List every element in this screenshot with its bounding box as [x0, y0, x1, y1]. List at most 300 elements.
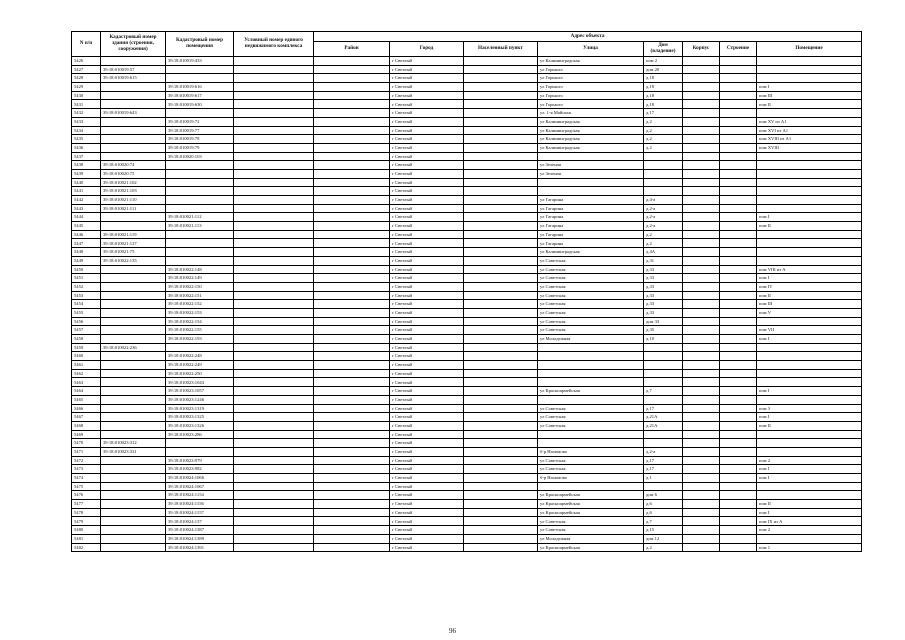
cell-district: [314, 395, 390, 404]
cell-cond-complex: [234, 369, 314, 378]
cell-house: д.2: [644, 230, 683, 239]
cell-korpus: [683, 500, 720, 509]
cell-cond-complex: [234, 308, 314, 317]
cell-room: пом III: [757, 91, 862, 100]
cell-cad-building: 39:18:010021:119: [101, 230, 166, 239]
cell-cad-building: [101, 282, 166, 291]
cell-building: [720, 317, 757, 326]
cell-room: пом XV из А1: [757, 117, 862, 126]
table-row: [72, 196, 862, 205]
cell-building: [720, 387, 757, 396]
cell-korpus: [683, 491, 720, 500]
cell-room: пом II: [757, 222, 862, 231]
cell-city: г Светлый: [390, 135, 464, 144]
cell-cond-complex: [234, 135, 314, 144]
cell-building: [720, 465, 757, 474]
table-row: [72, 439, 862, 448]
cell-cad-building: [101, 126, 166, 135]
cell-street: ул Калининградская: [538, 248, 644, 257]
cell-building: [720, 126, 757, 135]
cell-building: [720, 335, 757, 344]
cell-house: [644, 482, 683, 491]
cell-settlement: [464, 352, 538, 361]
cell-room: [757, 109, 862, 118]
cell-korpus: [683, 161, 720, 170]
cell-room: [757, 352, 862, 361]
cell-room: [757, 378, 862, 387]
cell-cad-room: 39:18:010024:1156: [166, 500, 234, 509]
cell-num: 5456: [72, 317, 101, 326]
cell-korpus: [683, 526, 720, 535]
cell-settlement: [464, 178, 538, 187]
cell-room: пом II: [757, 421, 862, 430]
cell-city: г Светлый: [390, 161, 464, 170]
cell-num: 5450: [72, 265, 101, 274]
cell-city: г Светлый: [390, 57, 464, 66]
table-row: [72, 65, 862, 74]
cell-settlement: [464, 335, 538, 344]
table-row: [72, 456, 862, 465]
cell-korpus: [683, 465, 720, 474]
cell-settlement: [464, 117, 538, 126]
cell-cond-complex: [234, 65, 314, 74]
header-cad-room: Кадастровый номер помещения: [166, 32, 234, 57]
cell-room: пом I: [757, 213, 862, 222]
cell-room: [757, 534, 862, 543]
cell-city: г Светлый: [390, 456, 464, 465]
cell-settlement: [464, 491, 538, 500]
cell-street: ул Калининградская: [538, 135, 644, 144]
cell-korpus: [683, 326, 720, 335]
cell-cond-complex: [234, 274, 314, 283]
cell-street: ул Горького: [538, 100, 644, 109]
header-room: Помещение: [757, 42, 862, 57]
cell-city: г Светлый: [390, 239, 464, 248]
cell-cad-building: [101, 222, 166, 231]
cell-cad-building: [101, 361, 166, 370]
cell-cad-building: 39:18:010021:103: [101, 187, 166, 196]
cell-korpus: [683, 308, 720, 317]
cell-city: г Светлый: [390, 117, 464, 126]
cell-city: г Светлый: [390, 508, 464, 517]
cell-settlement: [464, 378, 538, 387]
table-row: [72, 282, 862, 291]
cell-settlement: [464, 439, 538, 448]
cell-cad-building: 39:18:010021:75: [101, 248, 166, 257]
cell-house: пом 2: [644, 57, 683, 66]
cell-cad-building: 39:18:010022:236: [101, 343, 166, 352]
table-row: [72, 230, 862, 239]
cell-district: [314, 204, 390, 213]
cell-cond-complex: [234, 204, 314, 213]
cell-cond-complex: [234, 152, 314, 161]
cell-city: г Светлый: [390, 326, 464, 335]
cell-cond-complex: [234, 474, 314, 483]
cell-settlement: [464, 500, 538, 509]
cell-settlement: [464, 361, 538, 370]
cell-building: [720, 308, 757, 317]
cell-room: пом IV: [757, 282, 862, 291]
cell-num: 5441: [72, 187, 101, 196]
cell-room: пом 2: [757, 526, 862, 535]
cell-room: пом I: [757, 274, 862, 283]
cell-city: г Светлый: [390, 178, 464, 187]
cell-street: ул Советская: [538, 526, 644, 535]
cell-house: д.31: [644, 256, 683, 265]
cell-cad-building: [101, 378, 166, 387]
cell-korpus: [683, 543, 720, 552]
cell-cad-room: 39:18:010022:150: [166, 282, 234, 291]
cell-house: д.2-а: [644, 447, 683, 456]
cell-building: [720, 230, 757, 239]
cell-cad-room: 39:18:010019:77: [166, 126, 234, 135]
cell-room: пом I: [757, 413, 862, 422]
cell-room: пом II: [757, 500, 862, 509]
cell-num: 5428: [72, 74, 101, 83]
cell-korpus: [683, 395, 720, 404]
cell-house: д.2: [644, 117, 683, 126]
cell-street: [538, 361, 644, 370]
cell-cad-building: [101, 395, 166, 404]
cell-house: [644, 430, 683, 439]
cell-street: [538, 152, 644, 161]
cell-cad-building: 39:18:010019:615: [101, 74, 166, 83]
cell-cad-room: 39:18:010019:78: [166, 135, 234, 144]
cell-building: [720, 352, 757, 361]
cell-building: [720, 395, 757, 404]
cell-num: 5434: [72, 126, 101, 135]
cell-building: [720, 135, 757, 144]
cell-city: г Светлый: [390, 308, 464, 317]
cell-building: [720, 369, 757, 378]
cell-settlement: [464, 187, 538, 196]
cell-street: ул Советская: [538, 308, 644, 317]
cell-house: [644, 378, 683, 387]
cell-house: [644, 395, 683, 404]
cell-house: д.4-а: [644, 196, 683, 205]
cell-korpus: [683, 135, 720, 144]
cell-settlement: [464, 543, 538, 552]
cell-room: пом I: [757, 83, 862, 92]
cell-city: г Светлый: [390, 343, 464, 352]
cell-num: 5438: [72, 161, 101, 170]
cell-num: 5432: [72, 109, 101, 118]
cell-num: 5470: [72, 439, 101, 448]
cell-room: пом V: [757, 308, 862, 317]
table-row: [72, 395, 862, 404]
cell-settlement: [464, 326, 538, 335]
cell-settlement: [464, 265, 538, 274]
cell-building: [720, 291, 757, 300]
cell-building: [720, 57, 757, 66]
cell-city: г Светлый: [390, 317, 464, 326]
cell-room: пом XVIII: [757, 143, 862, 152]
cell-settlement: [464, 474, 538, 483]
cell-district: [314, 239, 390, 248]
cell-cad-room: [166, 204, 234, 213]
cell-cad-building: [101, 517, 166, 526]
cell-cad-building: 39:18:010019:57: [101, 65, 166, 74]
cell-street: ул Горького: [538, 91, 644, 100]
header-street: Улица: [538, 42, 644, 57]
cell-cad-building: 39:18:010023:312: [101, 439, 166, 448]
cell-city: г Светлый: [390, 152, 464, 161]
cell-district: [314, 178, 390, 187]
cell-cond-complex: [234, 456, 314, 465]
cell-cond-complex: [234, 526, 314, 535]
cell-korpus: [683, 91, 720, 100]
cell-cad-building: 39:18:010021:102: [101, 178, 166, 187]
cell-house: [644, 361, 683, 370]
cell-cond-complex: [234, 117, 314, 126]
cell-street: ул Красноармейская: [538, 500, 644, 509]
cell-cad-building: [101, 430, 166, 439]
cell-cond-complex: [234, 239, 314, 248]
cell-cad-room: 39:18:010019:72: [166, 117, 234, 126]
cell-building: [720, 361, 757, 370]
cell-room: [757, 482, 862, 491]
cell-cad-room: 39:18:010024:1154: [166, 491, 234, 500]
cell-house: д.7: [644, 387, 683, 396]
cell-room: [757, 161, 862, 170]
cell-num: 5468: [72, 421, 101, 430]
cell-korpus: [683, 274, 720, 283]
cell-house: дом 20: [644, 65, 683, 74]
cell-city: г Светлый: [390, 430, 464, 439]
cell-room: [757, 74, 862, 83]
cell-cond-complex: [234, 74, 314, 83]
cell-city: г Светлый: [390, 91, 464, 100]
cell-street: ул Гагарина: [538, 213, 644, 222]
cell-settlement: [464, 387, 538, 396]
cell-korpus: [683, 213, 720, 222]
header-house: Дом (владение): [644, 42, 683, 57]
cell-district: [314, 152, 390, 161]
cell-house: д.33: [644, 291, 683, 300]
cell-district: [314, 143, 390, 152]
cell-street: ул Советская: [538, 421, 644, 430]
cell-cad-building: [101, 413, 166, 422]
cell-cad-room: 39:18:010024:1387: [166, 526, 234, 535]
cell-district: [314, 230, 390, 239]
cell-house: д.21А: [644, 421, 683, 430]
cell-cad-room: 39:18:010021:112: [166, 213, 234, 222]
cell-street: ул Молодежная: [538, 534, 644, 543]
cell-cad-building: [101, 508, 166, 517]
cell-street: ул Гагарина: [538, 230, 644, 239]
table-row: [72, 135, 862, 144]
cell-korpus: [683, 447, 720, 456]
table-row: [72, 117, 862, 126]
table-row: [72, 387, 862, 396]
cell-cad-building: [101, 135, 166, 144]
cell-city: г Светлый: [390, 421, 464, 430]
cell-num: 5479: [72, 517, 101, 526]
cell-korpus: [683, 404, 720, 413]
cell-num: 5462: [72, 369, 101, 378]
cell-cad-building: [101, 274, 166, 283]
table-row: [72, 543, 862, 552]
cell-district: [314, 187, 390, 196]
cell-house: д.1: [644, 474, 683, 483]
cell-building: [720, 517, 757, 526]
cell-house: [644, 352, 683, 361]
cell-korpus: [683, 248, 720, 257]
cell-city: г Светлый: [390, 83, 464, 92]
cell-cad-building: [101, 352, 166, 361]
cell-cond-complex: [234, 491, 314, 500]
cell-district: [314, 222, 390, 231]
table-row: [72, 421, 862, 430]
cell-num: 5478: [72, 508, 101, 517]
cell-district: [314, 291, 390, 300]
cell-korpus: [683, 534, 720, 543]
cell-building: [720, 491, 757, 500]
cell-room: пом 3: [757, 404, 862, 413]
cell-korpus: [683, 517, 720, 526]
cell-city: г Светлый: [390, 222, 464, 231]
cell-house: д.17: [644, 465, 683, 474]
cell-num: 5458: [72, 335, 101, 344]
registry-table: [71, 31, 862, 552]
cell-street: [538, 439, 644, 448]
cell-cad-room: 39:18:010024:1389: [166, 534, 234, 543]
cell-cad-room: [166, 161, 234, 170]
cell-district: [314, 126, 390, 135]
cell-cad-building: [101, 308, 166, 317]
cell-settlement: [464, 248, 538, 257]
cell-settlement: [464, 100, 538, 109]
cell-building: [720, 534, 757, 543]
cell-house: д.17: [644, 404, 683, 413]
cell-street: ул Калининградская: [538, 117, 644, 126]
table-row: [72, 335, 862, 344]
cell-cond-complex: [234, 57, 314, 66]
cell-district: [314, 169, 390, 178]
cell-room: пом IX из А: [757, 517, 862, 526]
cell-street: ул Калининградская: [538, 57, 644, 66]
cell-district: [314, 343, 390, 352]
cell-cad-building: 39:18:010022:135: [101, 256, 166, 265]
cell-cad-building: 39:18:010020:74: [101, 161, 166, 170]
cell-building: [720, 109, 757, 118]
cell-building: [720, 178, 757, 187]
cell-cad-building: [101, 326, 166, 335]
cell-num: 5448: [72, 248, 101, 257]
cell-cond-complex: [234, 508, 314, 517]
cell-num: 5457: [72, 326, 101, 335]
cell-cond-complex: [234, 256, 314, 265]
cell-cad-building: [101, 335, 166, 344]
cell-cad-building: 39:18:010021:111: [101, 204, 166, 213]
table-row: [72, 91, 862, 100]
cell-korpus: [683, 126, 720, 135]
cell-korpus: [683, 421, 720, 430]
cell-num: 5435: [72, 135, 101, 144]
cell-house: дом 33: [644, 317, 683, 326]
cell-building: [720, 404, 757, 413]
table-row: [72, 465, 862, 474]
cell-city: г Светлый: [390, 282, 464, 291]
cell-num: 5461: [72, 361, 101, 370]
cell-district: [314, 482, 390, 491]
cell-district: [314, 508, 390, 517]
cell-building: [720, 143, 757, 152]
cell-street: [538, 378, 644, 387]
cell-city: г Светлый: [390, 534, 464, 543]
table-row: [72, 161, 862, 170]
cell-settlement: [464, 57, 538, 66]
cell-city: г Светлый: [390, 447, 464, 456]
cell-cad-room: 39:18:010020:103: [166, 152, 234, 161]
cell-cad-room: 39:18:010024:1067: [166, 482, 234, 491]
cell-building: [720, 248, 757, 257]
cell-building: [720, 526, 757, 535]
cell-cad-building: [101, 456, 166, 465]
cell-room: пом I: [757, 465, 862, 474]
cell-district: [314, 526, 390, 535]
cell-street: ул Советская: [538, 517, 644, 526]
cell-korpus: [683, 239, 720, 248]
cell-cad-building: [101, 474, 166, 483]
cell-street: ул Советская: [538, 265, 644, 274]
cell-street: [538, 482, 644, 491]
cell-cad-building: [101, 526, 166, 535]
cell-cad-building: 39:18:010021:127: [101, 239, 166, 248]
cell-cad-room: 39:18:010019:617: [166, 91, 234, 100]
cell-cond-complex: [234, 413, 314, 422]
cell-settlement: [464, 196, 538, 205]
cell-korpus: [683, 57, 720, 66]
cell-house: д.2-а: [644, 204, 683, 213]
cell-cad-building: 39:18:010019:643: [101, 109, 166, 118]
cell-city: г Светлый: [390, 187, 464, 196]
cell-district: [314, 300, 390, 309]
cell-cad-building: [101, 317, 166, 326]
table-row: [72, 474, 862, 483]
cell-city: г Светлый: [390, 369, 464, 378]
cell-korpus: [683, 222, 720, 231]
header-num: N п/п: [72, 32, 101, 57]
cell-settlement: [464, 91, 538, 100]
cell-num: 5469: [72, 430, 101, 439]
cell-num: 5433: [72, 117, 101, 126]
cell-cad-building: [101, 91, 166, 100]
cell-cad-room: [166, 169, 234, 178]
cell-city: г Светлый: [390, 65, 464, 74]
cell-street: ул Советская: [538, 291, 644, 300]
table-row: [72, 500, 862, 509]
cell-building: [720, 74, 757, 83]
cell-house: д.17: [644, 456, 683, 465]
cell-city: г Светлый: [390, 482, 464, 491]
table-row: [72, 100, 862, 109]
cell-street: ул Гагарина: [538, 222, 644, 231]
cell-cad-building: [101, 83, 166, 92]
cell-cad-room: 39:18:010022:250: [166, 369, 234, 378]
cell-district: [314, 543, 390, 552]
cell-street: ул Советская: [538, 300, 644, 309]
cell-cad-building: [101, 143, 166, 152]
cell-street: ул Горького: [538, 83, 644, 92]
cell-settlement: [464, 369, 538, 378]
cell-settlement: [464, 308, 538, 317]
cell-cad-room: [166, 230, 234, 239]
table-row: [72, 326, 862, 335]
cell-building: [720, 196, 757, 205]
cell-building: [720, 83, 757, 92]
cell-settlement: [464, 135, 538, 144]
